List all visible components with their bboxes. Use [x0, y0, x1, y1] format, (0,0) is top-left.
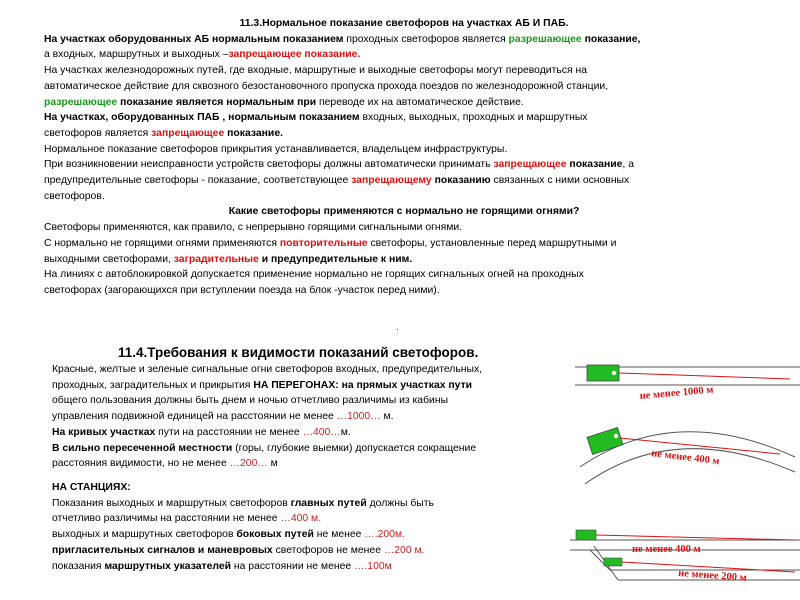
para-ab-2: а входных, маршрутных и выходных –запрещающее показание.	[44, 49, 361, 61]
section-11-3	[44, 16, 764, 299]
para-ab: На участках оборудованных АБ нормальным показанием проходных светофоров является разрешающее показание,	[44, 33, 641, 45]
para-auto-3: разрешающее показание является нормальным при переводе их на автоматическое действие.	[44, 96, 524, 108]
stations-title: НА СТАНЦИЯХ:	[52, 482, 131, 493]
visibility-line	[620, 438, 780, 454]
stations-section	[52, 480, 572, 574]
station-line-5: показания маршрутных указателей на расстоянии не менее ….100м	[52, 560, 392, 572]
station-line-4: пригласительных сигналов и маневровых светофоров не менее …200 м.	[52, 544, 425, 556]
signal-icon	[576, 530, 596, 540]
section-11-4-title: 11.4.Требования к видимости показаний светофоров.	[118, 345, 479, 360]
station-line-1: Показания выходных и маршрутных светофоров главных путей должны быть	[52, 497, 434, 509]
signal-lamp	[612, 371, 616, 375]
signal-lamp	[614, 434, 618, 438]
para-pab-2: светофоров является запрещающее показание.	[44, 127, 283, 139]
para-ab-lines: На линиях с автоблокировкой допускается применение нормально не горящих сигнальных огней на проходных	[44, 269, 584, 281]
signal-icon	[604, 558, 622, 566]
visibility-line-6: В сильно пересеченной местности (горы, глубокие выемки) допускается сокращение	[52, 442, 477, 454]
separator-dot: .	[396, 322, 399, 333]
para-repeaters: С нормально не горящими огнями применяются повторительные светофоры, установленные перед маршрутными и	[44, 237, 617, 249]
visibility-line-1: Красные, желтые и зеленые сигнальные огни светофоров входных, предупредительных,	[52, 364, 483, 375]
para-pab: На участках, оборудованных ПАБ , нормальным показанием входных, выходных, проходных и маршрутных	[44, 112, 588, 124]
para-fault: При возникновении неисправности устройств светофоры должны автоматически принимать запрещающее показание, а	[44, 159, 634, 171]
para-repeaters-2: выходными светофорами, заградительные и предупредительные к ним.	[44, 253, 413, 265]
station-line-3: выходных и маршрутных светофоров боковых путей не менее ….200м.	[52, 529, 405, 541]
para-fault-2: предупредительные светофоры - показание, соответствующее запрещающему показанию связанных с ними основных	[44, 175, 630, 187]
para-auto-2: автоматическое действие для сквозного безостановочного пропуска прохода поездов по железнодорожной станции,	[44, 80, 609, 92]
label-200-station: не менее 200 м	[677, 568, 748, 584]
visibility-line-4: управления подвижной единицей на расстоянии не менее …1000… м.	[52, 411, 394, 423]
para-cover: Нормальное показание светофоров прикрытия устанавливается, владельцем инфраструктуры.	[44, 143, 508, 155]
visibility-line	[596, 535, 795, 540]
question-heading: Какие светофоры применяются с нормально не горящими огнями?	[228, 206, 580, 218]
para-ab-lines-2: светофорах (загорающихся при вступлении поезда на блок -участок перед ними).	[44, 284, 440, 296]
signal-icon	[587, 427, 623, 454]
para-continuous: Светофоры применяются, как правило, с непрерывно горящими сигнальными огнями.	[44, 222, 463, 234]
label-400: не менее 400 м	[650, 448, 721, 468]
section-11-4-body	[52, 362, 572, 472]
station-line-2: отчетливо различимы на расстоянии не менее …400 м.	[52, 513, 322, 525]
para-fault-3: светофоров.	[44, 190, 105, 202]
curve-track-figure	[575, 412, 800, 497]
para-auto: На участках железнодорожных путей, где входные, маршрутные и выходные светофоры могут переводиться на	[44, 65, 587, 77]
label-400-station: не менее 400 м	[632, 544, 701, 555]
section-11-3-title: 11.3.Нормальное показание светофоров на участках АБ И ПАБ.	[239, 18, 569, 29]
station-tracks-figure	[570, 522, 800, 600]
visibility-line-5: На кривых участках пути на расстоянии не менее …400…м.	[52, 426, 351, 438]
visibility-line	[619, 373, 790, 379]
visibility-line-2: проходных, заградительных и прикрытия НА ПЕРЕГОНАХ: на прямых участках пути	[52, 379, 473, 391]
visibility-line-7: расстояния видимости, но не менее …200… м	[52, 458, 278, 470]
straight-track-figure	[575, 355, 800, 415]
visibility-line-3: общего пользования должны быть днем и ночью отчетливо различимы из кабины	[52, 395, 449, 407]
label-1000: не менее 1000 м	[639, 384, 714, 402]
